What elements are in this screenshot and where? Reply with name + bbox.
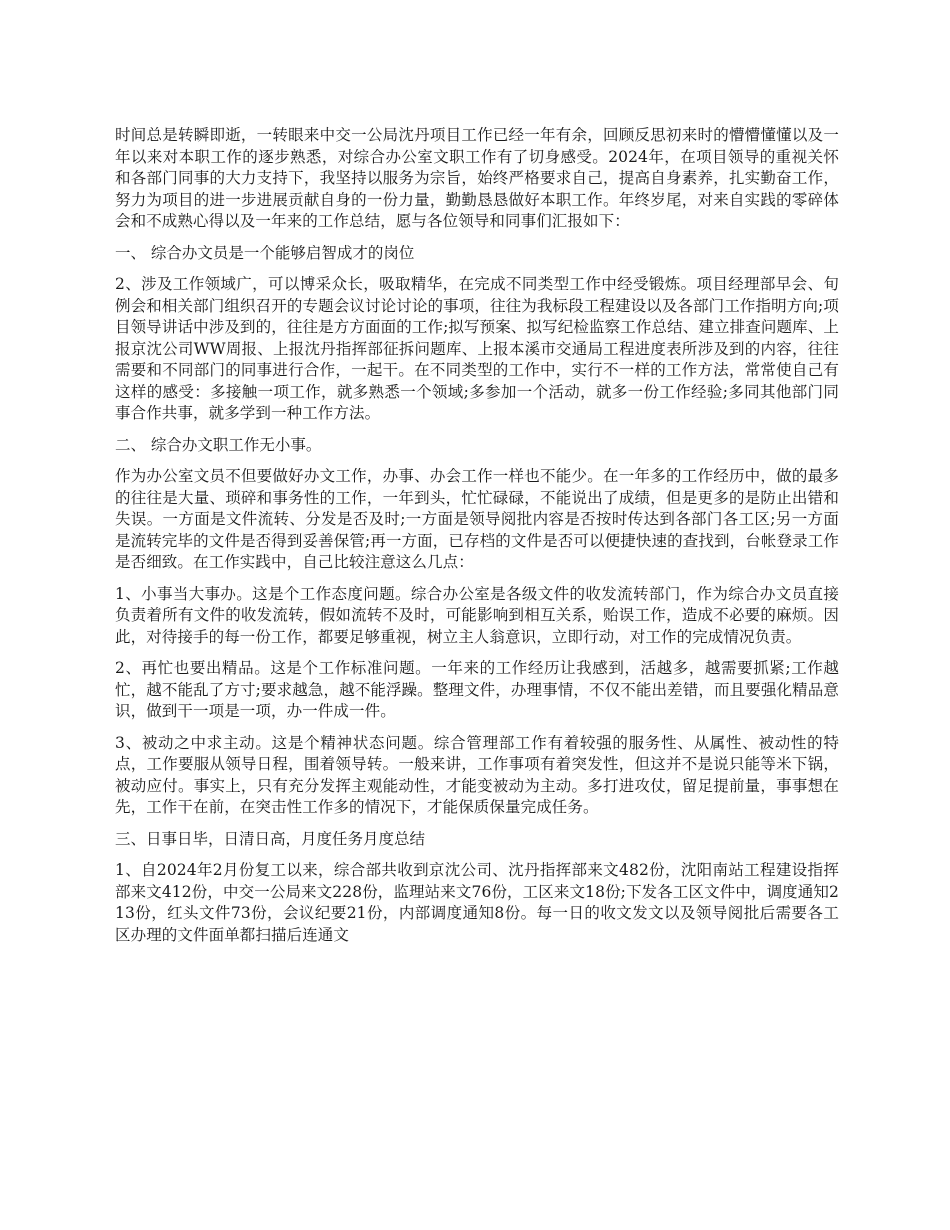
body-paragraph: 2、再忙也要出精品。这是个工作标准问题。一年来的工作经历让我感到，活越多，越需要抓紧;工作越忙，越不能乱了方寸;要求越急，越不能浮躁。整理文件，办理事情，不仅不能出差错，而且要强化精品意识，做到干一项是一项，办一件成一件。	[115, 659, 839, 720]
section-heading-2: 二、 综合办文职工作无小事。	[115, 435, 322, 454]
body-paragraph: 2、涉及工作领域广，可以博采众长，吸取精华，在完成不同类型工作中经受锻炼。项目经理部早会、旬例会和相关部门组织召开的专题会议讨论讨论的事项，往往为我标段工程建设以及各部门工作指明方向;项目领导讲话中涉及到的，往往是方方面面的工作;拟写预案、拟写纪检监察工作总结、建立排查问题库、上报京沈公司WW周报、上报沈丹指挥部征拆问题库、上报本溪市交通局工程进度表所涉及到的内容，往往需要和不同部门的同事进行合作，一起干。在不同类型的工作中，实行不一样的工作方法，常常使自己有这样的感受：多接触一项工作，就多熟悉一个领域;多参加一个活动，就多一份工作经验;多同其他部门同事合作共事，就多学到一种工作方法。	[115, 275, 839, 422]
intro-paragraph: 时间总是转瞬即逝，一转眼来中交一公局沈丹项目工作已经一年有余，回顾反思初来时的懵懵懂懂以及一年以来对本职工作的逐步熟悉，对综合办公室文职工作有了切身感受。2024年，在项目领导的重视关怀和各部门同事的大力支持下，我坚持以服务为宗旨，始终严格要求自己，提高自身素养，扎实勤奋工作，努力为项目的进一步进展贡献自身的一份力量，勤勤恳恳做好本职工作。年终岁尾，对来自实践的零碎体会和不成熟心得以及一年来的工作总结，愿与各位领导和同事们汇报如下：	[115, 126, 839, 230]
body-paragraph: 1、自2024年2月份复工以来，综合部共收到京沈公司、沈丹指挥部来文482份，沈阳南站工程建设指挥部来文412份，中交一公局来文228份，监理站来文76份，工区来文18份;下发各工区文件中，调度通知213份，红头文件73份，会议纪要21份，内部调度通知8份。每一日的收文发文以及领导阅批后需要各工区办理的文件面单都扫描后连通文	[115, 861, 839, 944]
section-heading-1: 一、 综合办文员是一个能够启智成才的岗位	[115, 243, 415, 262]
section-heading-3: 三、日事日毕，日清日高，月度任务月度总结	[115, 829, 426, 848]
body-paragraph: 作为办公室文员不但要做好办文工作，办事、办会工作一样也不能少。在一年多的工作经历中，做的最多的往往是大量、琐碎和事务性的工作，一年到头，忙忙碌碌，不能说出了成绩，但是更多的是防止出错和失误。一方面是文件流转、分发是否及时;一方面是领导阅批内容是否按时传达到各部门各工区;另一方面是流转完毕的文件是否得到妥善保管;再一方面，已存档的文件是否可以便捷快速的查找到，台帐登录工作是否细致。在工作实践中，自己比较注意这么几点：	[115, 467, 839, 571]
body-paragraph: 1、小事当大事办。这是个工作态度问题。综合办公室是各级文件的收发流转部门，作为综合办文员直接负责着所有文件的收发流转，假如流转不及时，可能影响到相互关系，贻误工作，造成不必要的麻烦。因此，对待接手的每一份工作，都要足够重视，树立主人翁意识，立即行动，对工作的完成情况负责。	[115, 584, 839, 646]
document-page	[115, 125, 839, 956]
body-paragraph: 3、被动之中求主动。这是个精神状态问题。综合管理部工作有着较强的服务性、从属性、被动性的特点，工作要服从领导日程，围着领导转。一般来讲，工作事项有着突发性，但这并不是说只能等米下锅，被动应付。事实上，只有充分发挥主观能动性，才能变被动为主动。多打进攻仗，留足提前量，事事想在先，工作干在前，在突击性工作多的情况下，才能保质保量完成任务。	[115, 733, 839, 816]
